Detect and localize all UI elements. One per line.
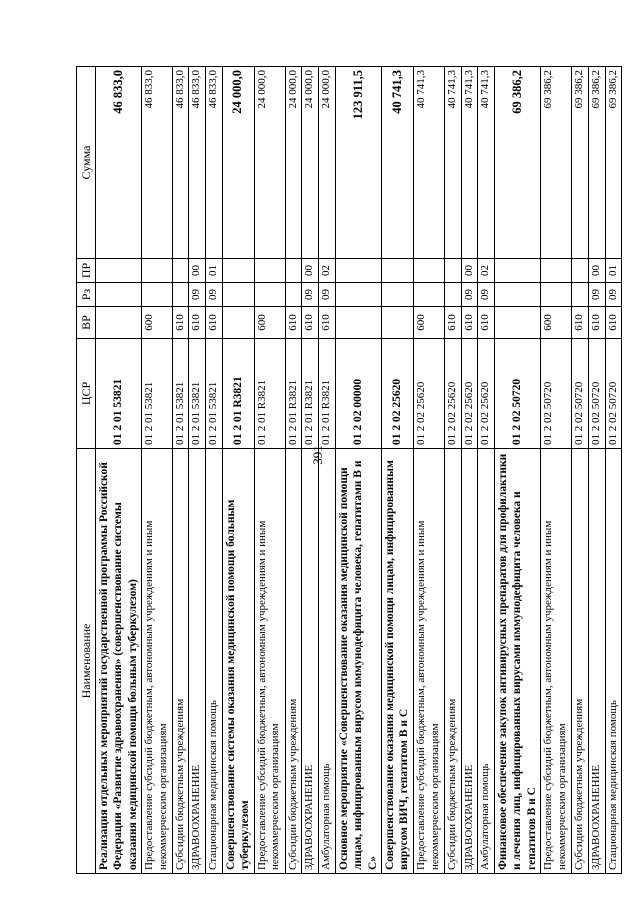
header-pr: ПР	[77, 259, 96, 283]
budget-table	[76, 66, 622, 874]
cell-rz: 09	[302, 283, 319, 307]
cell-rz: 09	[206, 283, 223, 307]
cell-sum: 123 911,5	[335, 67, 381, 259]
cell-csr: 01 2 02 25620	[444, 339, 461, 449]
cell-name: Субсидии бюджетным учреждениям	[172, 449, 189, 874]
cell-pr: 00	[302, 259, 319, 283]
cell-sum: 40 741,3	[478, 67, 495, 259]
cell-pr: 00	[461, 259, 478, 283]
cell-csr: 01 2 02 50720	[541, 339, 572, 449]
table-header-row	[77, 67, 96, 874]
cell-vr: 610	[285, 307, 302, 339]
cell-csr: 01 2 01 53821	[189, 339, 206, 449]
cell-pr	[172, 259, 189, 283]
cell-rz	[382, 283, 414, 307]
cell-rz	[335, 283, 381, 307]
table-row	[285, 67, 302, 874]
rotated-page-content	[76, 67, 619, 874]
cell-vr: 600	[413, 307, 444, 339]
cell-csr: 01 2 01 R3821	[302, 339, 319, 449]
cell-sum: 46 833,0	[172, 67, 189, 259]
cell-pr: 01	[605, 259, 622, 283]
table-row	[382, 67, 414, 874]
table-row	[189, 67, 206, 874]
table-row	[302, 67, 319, 874]
cell-sum: 40 741,3	[444, 67, 461, 259]
cell-sum: 46 833,0	[206, 67, 223, 259]
cell-name: ЗДРАВООХРАНЕНИЕ	[588, 449, 605, 874]
cell-pr	[142, 259, 173, 283]
cell-pr	[335, 259, 381, 283]
cell-csr: 01 2 02 50720	[605, 339, 622, 449]
cell-rz: 09	[319, 283, 336, 307]
cell-pr	[254, 259, 285, 283]
cell-vr	[96, 307, 142, 339]
header-name: Наименование	[77, 449, 96, 874]
cell-vr	[335, 307, 381, 339]
table-row	[254, 67, 285, 874]
cell-name: Предоставление субсидий бюджетным, автономным учреждениям и иным некоммерческим организациям	[541, 449, 572, 874]
cell-sum: 40 741,3	[382, 67, 414, 259]
table-row	[172, 67, 189, 874]
cell-sum: 69 386,2	[605, 67, 622, 259]
cell-pr	[222, 259, 254, 283]
cell-vr: 610	[206, 307, 223, 339]
cell-name: Совершенствование оказания медицинской помощи лицам, инфицированным вирусом ВИЧ, гепатитом В и С	[382, 449, 414, 874]
cell-vr: 600	[142, 307, 173, 339]
cell-pr: 00	[588, 259, 605, 283]
cell-csr: 01 2 02 25620	[382, 339, 414, 449]
cell-rz	[222, 283, 254, 307]
cell-pr	[444, 259, 461, 283]
cell-pr	[96, 259, 142, 283]
cell-sum: 40 741,3	[413, 67, 444, 259]
cell-rz	[254, 283, 285, 307]
cell-pr	[382, 259, 414, 283]
cell-vr: 610	[172, 307, 189, 339]
cell-rz	[142, 283, 173, 307]
cell-pr	[541, 259, 572, 283]
cell-name: Стационарная медицинская помощь	[206, 449, 223, 874]
cell-csr: 01 2 02 25620	[461, 339, 478, 449]
cell-vr: 610	[302, 307, 319, 339]
table-row	[478, 67, 495, 874]
cell-rz	[285, 283, 302, 307]
table-row	[461, 67, 478, 874]
table-row	[319, 67, 336, 874]
cell-name: Реализация отдельных мероприятий государственной программы Российской Федерации «Развитие здравоохранения» (совершенствование системы оказания медицинской помощи больным туберкулезом)	[96, 449, 142, 874]
table-row	[222, 67, 254, 874]
table-row	[541, 67, 572, 874]
cell-sum: 24 000,0	[302, 67, 319, 259]
cell-name: Субсидии бюджетным учреждениям	[572, 449, 589, 874]
cell-rz: 09	[605, 283, 622, 307]
table-row	[413, 67, 444, 874]
cell-vr	[495, 307, 541, 339]
cell-pr	[285, 259, 302, 283]
cell-rz: 09	[461, 283, 478, 307]
cell-csr: 01 2 02 50720	[572, 339, 589, 449]
cell-sum: 69 386,2	[588, 67, 605, 259]
table-row	[588, 67, 605, 874]
cell-sum: 24 000,0	[222, 67, 254, 259]
cell-sum: 69 386,2	[495, 67, 541, 259]
cell-csr: 01 2 01 53821	[206, 339, 223, 449]
cell-name: ЗДРАВООХРАНЕНИЕ	[461, 449, 478, 874]
cell-name: ЗДРАВООХРАНЕНИЕ	[302, 449, 319, 874]
cell-pr: 02	[478, 259, 495, 283]
cell-sum: 69 386,2	[572, 67, 589, 259]
cell-csr: 01 2 01 R3821	[285, 339, 302, 449]
cell-name: Субсидии бюджетным учреждениям	[444, 449, 461, 874]
cell-rz	[495, 283, 541, 307]
page-number: 391	[310, 445, 325, 465]
cell-sum: 24 000,0	[254, 67, 285, 259]
cell-name: Предоставление субсидий бюджетным, автономным учреждениям и иным некоммерческим организациям	[254, 449, 285, 874]
table-row	[572, 67, 589, 874]
cell-csr: 01 2 01 R3821	[222, 339, 254, 449]
table-row	[605, 67, 622, 874]
cell-sum: 46 833,0	[96, 67, 142, 259]
cell-vr: 610	[189, 307, 206, 339]
cell-rz: 09	[588, 283, 605, 307]
cell-rz	[96, 283, 142, 307]
header-rz: Рз	[77, 283, 96, 307]
cell-vr: 610	[319, 307, 336, 339]
cell-rz	[572, 283, 589, 307]
table-row	[96, 67, 142, 874]
cell-vr	[382, 307, 414, 339]
cell-vr: 610	[478, 307, 495, 339]
cell-name: Субсидии бюджетным учреждениям	[285, 449, 302, 874]
header-vr: ВР	[77, 307, 96, 339]
table-row	[335, 67, 381, 874]
cell-name: Предоставление субсидий бюджетным, автономным учреждениям и иным некоммерческим организациям	[413, 449, 444, 874]
header-sum: Сумма	[77, 67, 96, 259]
cell-pr	[413, 259, 444, 283]
cell-csr: 01 2 01 53821	[142, 339, 173, 449]
cell-name: Предоставление субсидий бюджетным, автономным учреждениям и иным некоммерческим организациям	[142, 449, 173, 874]
cell-rz	[413, 283, 444, 307]
table-body	[96, 67, 622, 874]
cell-pr: 00	[189, 259, 206, 283]
cell-pr	[572, 259, 589, 283]
cell-name: Амбулаторная помощь	[478, 449, 495, 874]
cell-name: Совершенствование системы оказания медицинской помощи больным туберкулезом	[222, 449, 254, 874]
cell-sum: 46 833,0	[142, 67, 173, 259]
table-row	[444, 67, 461, 874]
cell-name: ЗДРАВООХРАНЕНИЕ	[189, 449, 206, 874]
cell-pr: 02	[319, 259, 336, 283]
cell-vr: 600	[254, 307, 285, 339]
cell-vr: 610	[605, 307, 622, 339]
cell-sum: 46 833,0	[189, 67, 206, 259]
cell-csr: 01 2 02 25620	[413, 339, 444, 449]
cell-csr: 01 2 02 50720	[588, 339, 605, 449]
cell-csr: 01 2 01 53821	[172, 339, 189, 449]
cell-csr: 01 2 02 00000	[335, 339, 381, 449]
cell-rz: 09	[478, 283, 495, 307]
table-row	[206, 67, 223, 874]
cell-vr: 610	[572, 307, 589, 339]
cell-csr: 01 2 01 53821	[96, 339, 142, 449]
cell-rz	[541, 283, 572, 307]
header-csr: ЦСР	[77, 339, 96, 449]
cell-vr: 610	[444, 307, 461, 339]
cell-csr: 01 2 01 R3821	[254, 339, 285, 449]
cell-vr: 610	[588, 307, 605, 339]
cell-pr	[495, 259, 541, 283]
table-row	[495, 67, 541, 874]
cell-vr	[222, 307, 254, 339]
cell-name: Основное мероприятие «Совершенствование оказания медицинской помощи лицам, инфицированным вирусом иммунодефицита человека, гепатитами В и С»	[335, 449, 381, 874]
cell-csr: 01 2 02 50720	[495, 339, 541, 449]
cell-name: Стационарная медицинская помощь	[605, 449, 622, 874]
table-row	[142, 67, 173, 874]
cell-name: Финансовое обеспечение закупок антивирусных препаратов для профилактики и лечения лиц, инфицированных вирусами иммунодефицита человека и гепатитов В и С	[495, 449, 541, 874]
cell-name: Амбулаторная помощь	[319, 449, 336, 874]
cell-rz	[172, 283, 189, 307]
cell-csr: 01 2 01 R3821	[319, 339, 336, 449]
cell-vr: 610	[461, 307, 478, 339]
cell-sum: 69 386,2	[541, 67, 572, 259]
cell-csr: 01 2 02 25620	[478, 339, 495, 449]
cell-sum: 24 000,0	[285, 67, 302, 259]
cell-sum: 40 741,3	[461, 67, 478, 259]
cell-rz: 09	[189, 283, 206, 307]
cell-rz	[444, 283, 461, 307]
cell-vr: 600	[541, 307, 572, 339]
cell-pr: 01	[206, 259, 223, 283]
cell-sum: 24 000,0	[319, 67, 336, 259]
